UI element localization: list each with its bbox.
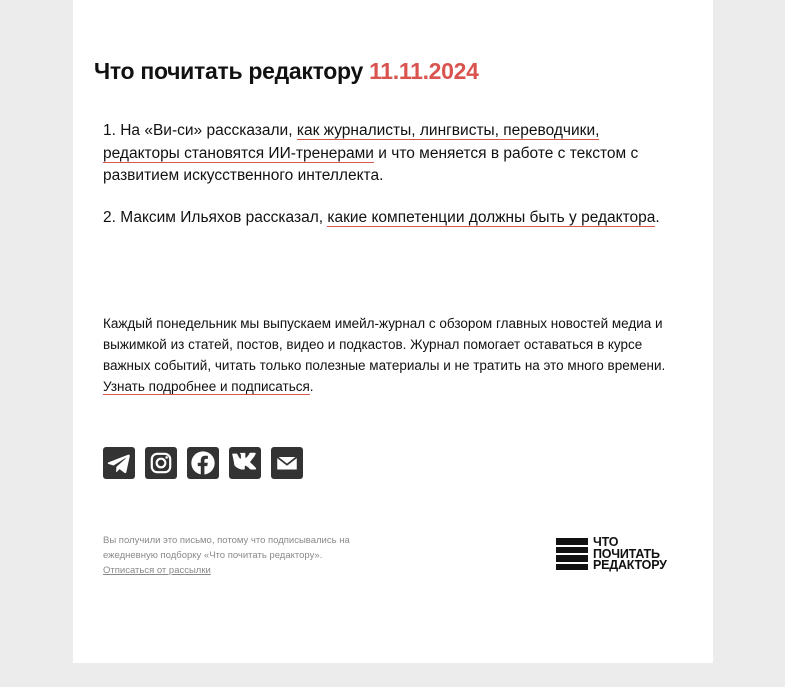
about-paragraph — [103, 313, 688, 397]
item-text: 2. Максим Ильяхов рассказал, — [103, 208, 328, 226]
subscribe-link[interactable]: Узнать подробнее и подписаться — [103, 379, 310, 394]
instagram-icon[interactable] — [145, 447, 177, 479]
list-item — [103, 207, 663, 230]
vk-icon[interactable] — [229, 447, 261, 479]
issue-date: 11.11.2024 — [369, 58, 479, 84]
email-sheet — [73, 0, 713, 663]
footer-note — [103, 533, 393, 578]
news-list — [103, 120, 663, 248]
facebook-icon[interactable] — [187, 447, 219, 479]
logo-line: РЕДАКТОРУ — [593, 558, 667, 572]
logo-line: ПОЧИТАТЬ — [593, 546, 660, 561]
page-title — [94, 58, 479, 85]
telegram-icon[interactable] — [103, 447, 135, 479]
item-text: 1. На «Ви-си» рассказали, — [103, 122, 297, 139]
brand-logo — [556, 537, 667, 572]
footer-text: Вы получили это письмо, потому что подписывались на ежедневную подборку «Что почитать редактору». — [103, 535, 350, 561]
item-text: . — [655, 208, 660, 226]
about-end: . — [309, 379, 314, 394]
social-links — [103, 447, 303, 479]
logo-bars-icon — [556, 538, 588, 570]
article-link[interactable]: как журналисты, лингвисты, переводчики, редакторы становятся ИИ-тренерами — [103, 122, 600, 162]
list-item — [103, 120, 663, 188]
logo-text — [593, 537, 667, 572]
email-icon[interactable] — [271, 447, 303, 479]
article-link[interactable]: какие компетенции должны быть у редактора — [327, 208, 656, 226]
title-text: Что почитать редактору — [94, 58, 363, 84]
logo-line: ЧТО — [593, 535, 619, 549]
unsubscribe-link[interactable]: Отписаться от рассылки — [103, 565, 211, 576]
item-text: и что меняется в работе с текстом с развитием искусственного интеллекта. — [103, 144, 639, 184]
about-text: Каждый понедельник мы выпускаем имейл-журнал с обзором главных новостей медиа и выжимкой из статей, постов, видео и подкастов. Журнал помогает оставаться в курсе важных событий, читать только полезные материалы и не тратить на это много времени. — [103, 316, 666, 373]
